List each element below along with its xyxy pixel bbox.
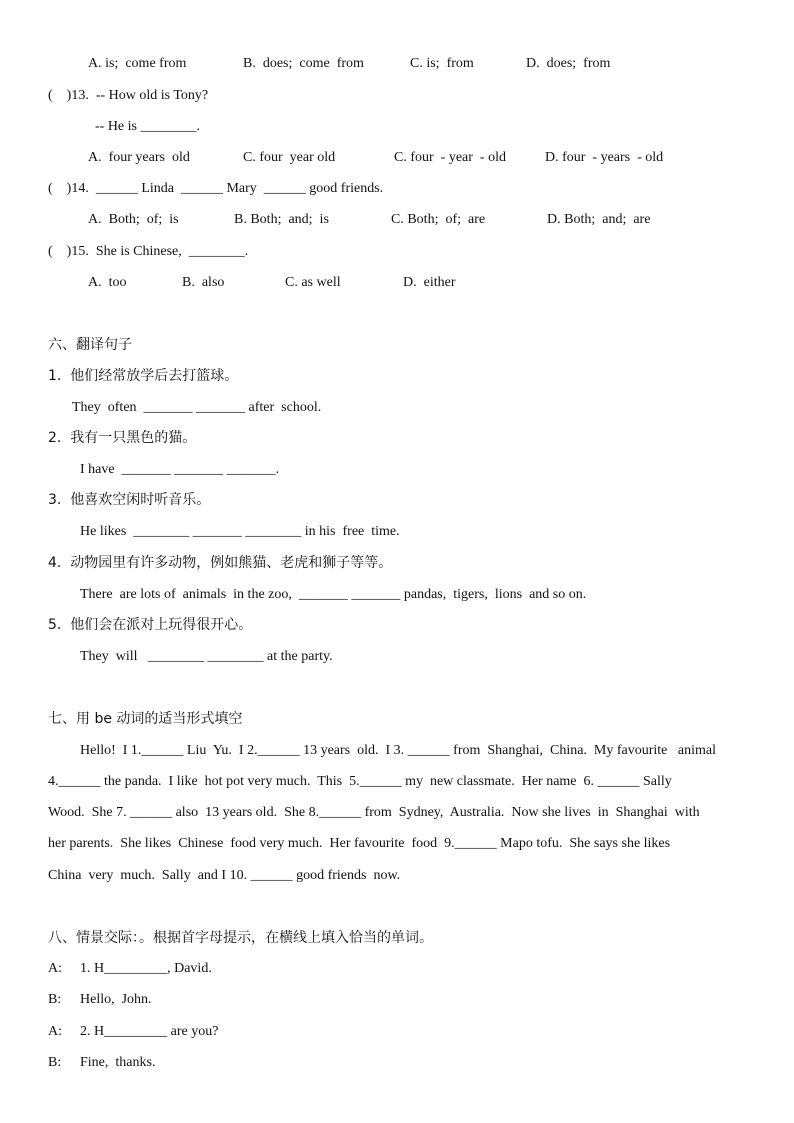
s7-line-1: Hello! I 1.______ Liu Yu. I 2.______ 13 years old. I 3. ______ from Shanghai, China. My favourite animal bbox=[80, 743, 716, 758]
s6-item-4-en: There are lots of animals in the zoo, _______ _______ pandas, tigers, lions and so on. bbox=[80, 587, 587, 602]
q13-option-d: D. four - years - old bbox=[545, 150, 664, 165]
q13-option-a: A. four years old bbox=[88, 150, 190, 165]
q13-option-b: C. four year old bbox=[243, 150, 336, 165]
s6-item-1-zh: 1. 他们经常放学后去打篮球。 bbox=[48, 368, 239, 384]
q14-option-c: C. Both; of; are bbox=[391, 212, 486, 227]
dialogue-speaker-1: A: bbox=[48, 961, 62, 976]
dialogue-line-3: 2. H_________ are you? bbox=[80, 1024, 219, 1039]
q15-option-a: A. too bbox=[88, 275, 127, 290]
s6-item-3-en: He likes ________ _______ ________ in his free time. bbox=[80, 524, 400, 539]
dialogue-speaker-2: B: bbox=[48, 992, 62, 1007]
section-7-title: 七、用 be 动词的适当形式填空 bbox=[48, 711, 243, 727]
q14-option-a: A. Both; of; is bbox=[88, 212, 179, 227]
q15-option-d: D. either bbox=[403, 275, 456, 290]
q12-option-b: B. does; come from bbox=[243, 56, 364, 71]
q14-stem: ( )14. ______ Linda ______ Mary ______ good friends. bbox=[48, 181, 384, 196]
q12-option-a: A. is; come from bbox=[88, 56, 187, 71]
s6-item-2-en: I have _______ _______ _______. bbox=[80, 462, 280, 477]
dialogue-line-4: Fine, thanks. bbox=[80, 1055, 156, 1070]
dialogue-speaker-3: A: bbox=[48, 1024, 62, 1039]
s6-item-3-zh: 3. 他喜欢空闲时听音乐。 bbox=[48, 492, 211, 508]
s6-item-4-zh: 4. 动物园里有许多动物，例如熊猫、老虎和狮子等等。 bbox=[48, 555, 393, 571]
q14-option-b: B. Both; and; is bbox=[234, 212, 329, 227]
dialogue-line-2: Hello, John. bbox=[80, 992, 152, 1007]
s7-line-5: China very much. Sally and I 10. ______ good friends now. bbox=[48, 868, 401, 883]
section-6-title: 六、翻译句子 bbox=[48, 337, 132, 353]
q14-option-d: D. Both; and; are bbox=[547, 212, 651, 227]
section-8-title: 八、情景交际：。根据首字母提示，在横线上填入恰当的单词。 bbox=[48, 930, 433, 946]
s6-item-5-en: They will ________ ________ at the party. bbox=[80, 649, 333, 664]
s7-line-3: Wood. She 7. ______ also 13 years old. She 8.______ from Sydney, Australia. Now she lives in Shanghai with bbox=[48, 805, 700, 820]
s7-line-4: her parents. She likes Chinese food very much. Her favourite food 9.______ Mapo tofu. She says she likes bbox=[48, 836, 671, 851]
s6-item-1-en: They often _______ _______ after school. bbox=[72, 400, 322, 415]
q13-stem: ( )13. -- How old is Tony? bbox=[48, 88, 209, 103]
dialogue-speaker-4: B: bbox=[48, 1055, 62, 1070]
s6-item-2-zh: 2. 我有一只黑色的猫。 bbox=[48, 430, 197, 446]
q12-option-c: C. is; from bbox=[410, 56, 474, 71]
q13-answer-line: -- He is ________. bbox=[95, 119, 200, 134]
q12-option-d: D. does; from bbox=[526, 56, 611, 71]
q15-option-b: B. also bbox=[182, 275, 225, 290]
q13-option-c: C. four - year - old bbox=[394, 150, 506, 165]
s7-line-2: 4.______ the panda. I like hot pot very much. This 5.______ my new classmate. Her name 6. ______ Sally bbox=[48, 774, 672, 789]
dialogue-line-1: 1. H_________, David. bbox=[80, 961, 212, 976]
q15-option-c: C. as well bbox=[285, 275, 341, 290]
q15-stem: ( )15. She is Chinese, ________. bbox=[48, 244, 249, 259]
s6-item-5-zh: 5. 他们会在派对上玩得很开心。 bbox=[48, 617, 253, 633]
